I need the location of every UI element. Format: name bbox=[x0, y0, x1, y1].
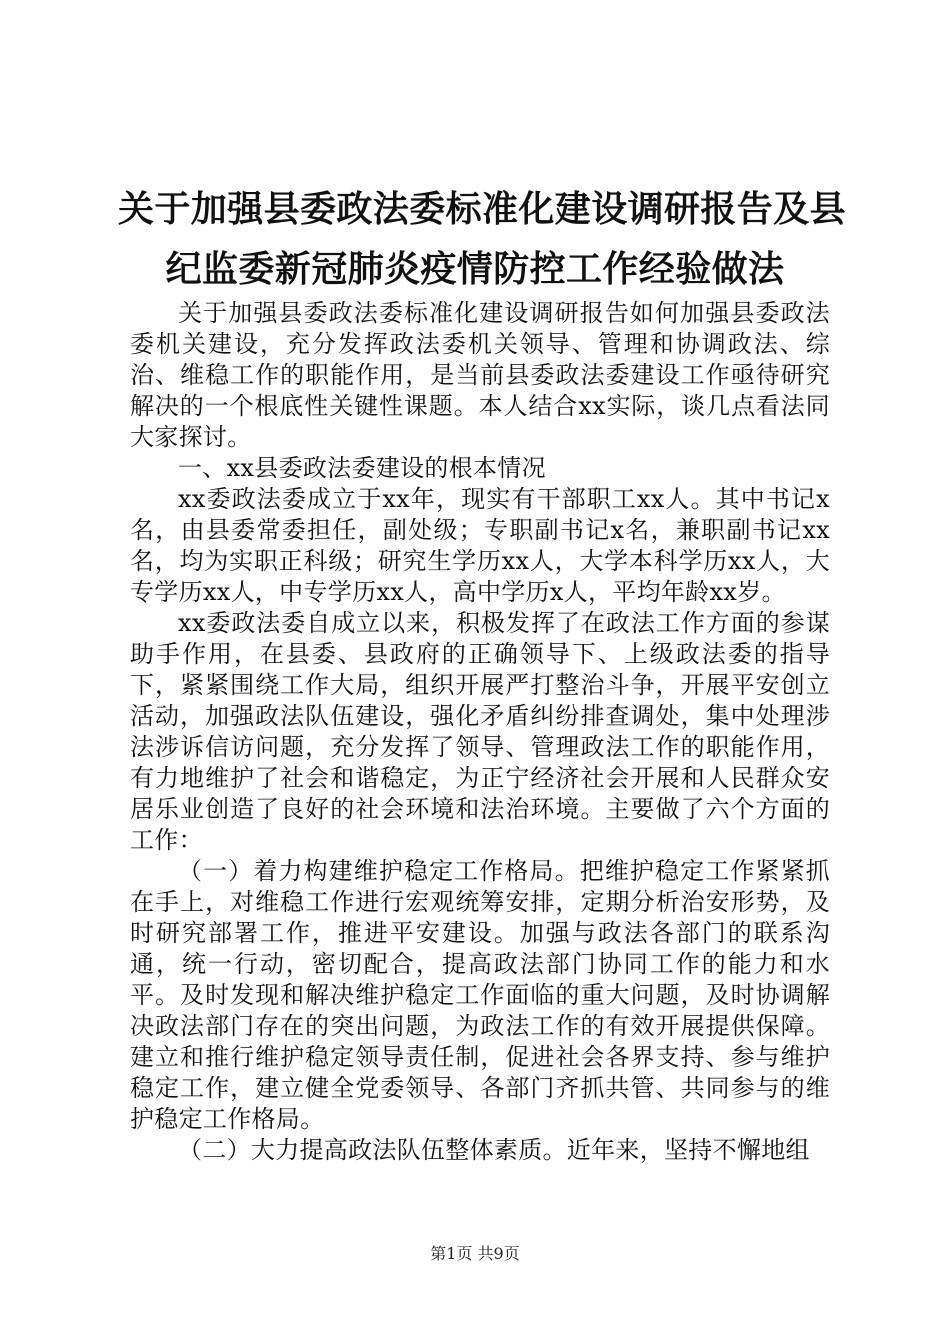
paragraph-intro: 关于加强县委政法委标准化建设调研报告如何加强县委政法委机关建设，充分发挥政法委机关领导、管理和协调政法、综治、维稳工作的职能作用，是当前县委政法委建设工作亟待研究解决的一个根底性关键性课题。本人结合xx实际，谈几点看法同大家探讨。 bbox=[130, 299, 830, 451]
document-title-line-2: 纪监委新冠肺炎疫情防控工作经验做法 bbox=[165, 249, 785, 290]
paragraph-item-1: （一）着力构建维护稳定工作格局。把维护稳定工作紧紧抓在手上，对维稳工作进行宏观统筹安排，定期分析治安形势，及时研究部署工作，推进平安建设。加强与政法各部门的联系沟通，统一行动，密切配合，提高政法部门协同工作的能力和水平。及时发现和解决维护稳定工作面临的重大问题，及时协调解决政法部门存在的突出问题，为政法工作的有效开展提供保障。建立和推行维护稳定领导责任制，促进社会各界支持、参与维护稳定工作，建立健全党委领导、各部门齐抓共管、共同参与的维护稳定工作格局。 bbox=[130, 857, 830, 1133]
section-heading-1: 一、xx县委政法委建设的根本情况 bbox=[178, 454, 546, 482]
paragraph-staff-info: xx委政法委成立于xx年，现实有干部职工xx人。其中书记x名，由县委常委担任，副处级；专职副书记x名，兼职副书记xx名，均为实职正科级；研究生学历xx人，大学本科学历xx人，大专学历xx人，中专学历xx人，高中学历x人，平均年龄xx岁。 bbox=[130, 485, 830, 606]
paragraph-item-2: （二）大力提高政法队伍整体素质。近年来，坚持不懈地组 bbox=[178, 1136, 810, 1164]
paragraph-achievements: xx委政法委自成立以来，积极发挥了在政法工作方面的参谋助手作用，在县委、县政府的正确领导下、上级政法委的指导下，紧紧围绕工作大局，组织开展严打整治斗争，开展平安创立活动，加强政法队伍建设，强化矛盾纠纷排查调处，集中处理涉法涉诉信访问题，充分发挥了领导、管理政法工作的职能作用，有力地维护了社会和谐稳定，为正宁经济社会开展和人民群众安居乐业创造了良好的社会环境和法治环境。主要做了六个方面的工作： bbox=[130, 609, 830, 854]
document-body bbox=[130, 298, 830, 1166]
page-footer: 第1页 共9页 bbox=[430, 1244, 520, 1263]
document-title-line-1: 关于加强县委政法委标准化建设调研报告及县 bbox=[118, 189, 847, 230]
